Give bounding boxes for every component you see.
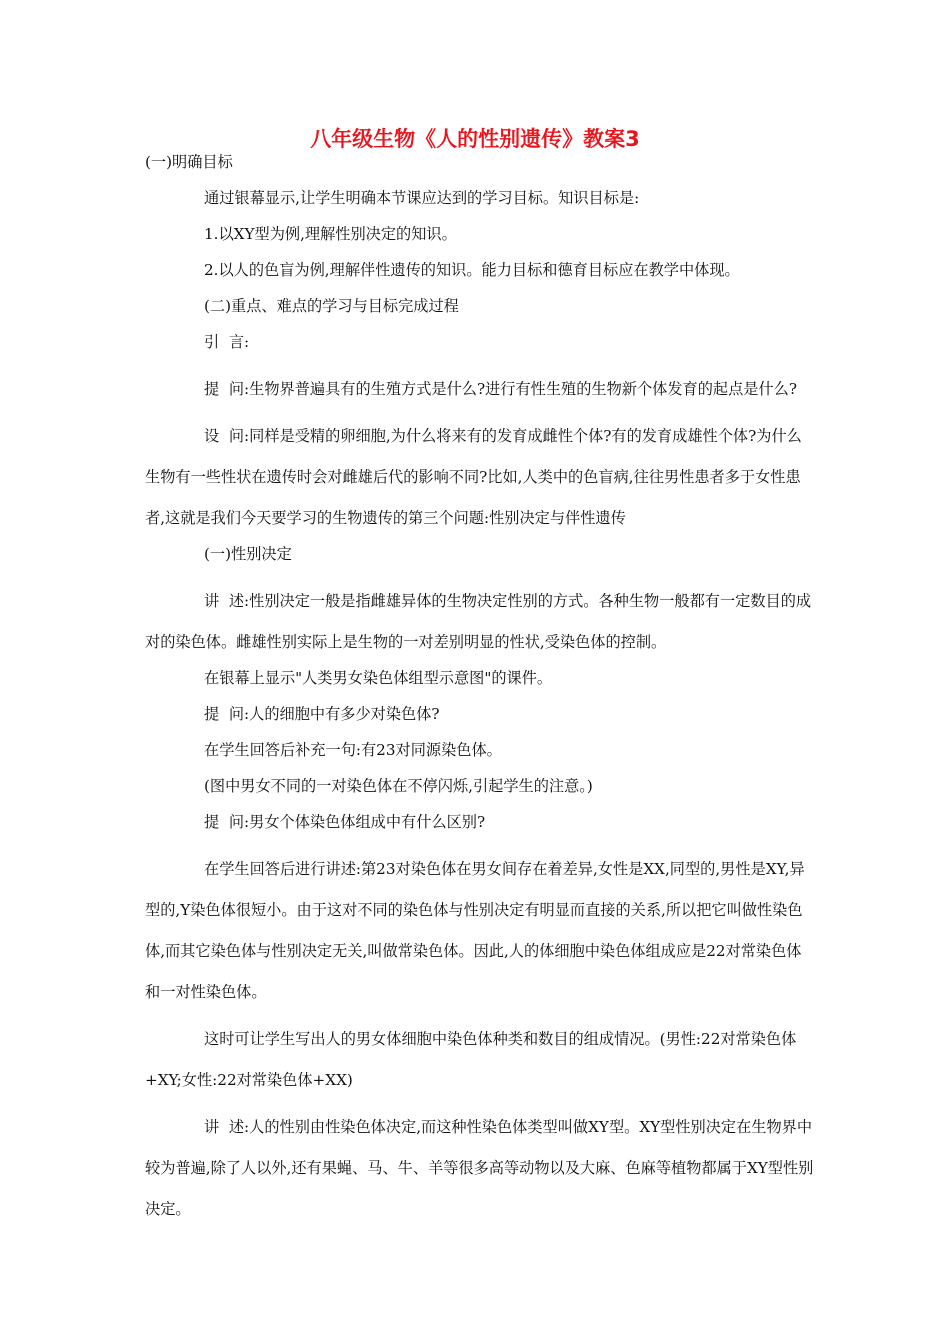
document-title: 八年级生物《人的性别遗传》教案3 <box>310 127 640 151</box>
paragraph: (二)重点、难点的学习与目标完成过程 <box>204 297 459 315</box>
paragraph: 在学生回答后补充一句:有23对同源染色体。 <box>204 741 502 759</box>
document-body <box>145 153 815 1230</box>
paragraph: 讲 述:人的性别由性染色体决定,而这种性染色体类型叫做XY型。XY型性别决定在生物界中较为普遍,除了人以外,还有果蝇、马、牛、羊等很多高等动物以及大麻、色麻等植物都属于XY型性别决定。 <box>145 1118 814 1218</box>
paragraph: 2.以人的色盲为例,理解伴性遗传的知识。能力目标和德育目标应在教学中体现。 <box>204 261 740 279</box>
paragraph: 在银幕上显示"人类男女染色体组型示意图"的课件。 <box>204 669 553 687</box>
paragraph: 讲 述:性别决定一般是指雌雄异体的生物决定性别的方式。各种生物一般都有一定数目的成对的染色体。雌雄性别实际上是生物的一对差别明显的性状,受染色体的控制。 <box>145 592 812 651</box>
paragraph: 引 言: <box>204 333 250 351</box>
paragraph: (一)性别决定 <box>204 545 292 563</box>
paragraph-goal-heading: (一)明确目标 <box>145 153 233 171</box>
paragraph: (图中男女不同的一对染色体在不停闪烁,引起学生的注意。) <box>204 777 593 795</box>
paragraph: 通过银幕显示,让学生明确本节课应达到的学习目标。知识目标是: <box>204 189 640 207</box>
paragraph: 1.以XY型为例,理解性别决定的知识。 <box>204 225 457 243</box>
paragraph: 在学生回答后进行讲述:第23对染色体在男女间存在着差异,女性是XX,同型的,男性是XY,异型的,Y染色体很短小。由于这对不同的染色体与性别决定有明显而直接的关系,所以把它叫做性染色体,而其它染色体与性别决定无关,叫做常染色体。因此,人的体细胞中染色体组成应是22对常染色体和一对性染色体。 <box>145 860 805 1001</box>
paragraph: 提 问:男女个体染色体组成中有什么区别? <box>204 813 486 831</box>
paragraph: 这时可让学生写出人的男女体细胞中染色体种类和数目的组成情况。(男性:22对常染色体+XY;女性:22对常染色体+XX) <box>145 1030 797 1089</box>
paragraph: 提 问:生物界普遍具有的生殖方式是什么?进行有性生殖的生物新个体发育的起点是什么? <box>204 380 797 398</box>
paragraph: 设 问:同样是受精的卵细胞,为什么将来有的发育成雌性个体?有的发育成雄性个体?为什么生物有一些性状在遗传时会对雌雄后代的影响不同?比如,人类中的色盲病,往往男性患者多于女性患者,这就是我们今天要学习的生物遗传的第三个问题:性别决定与伴性遗传 <box>145 427 802 527</box>
paragraph: 提 问:人的细胞中有多少对染色体? <box>204 705 440 723</box>
